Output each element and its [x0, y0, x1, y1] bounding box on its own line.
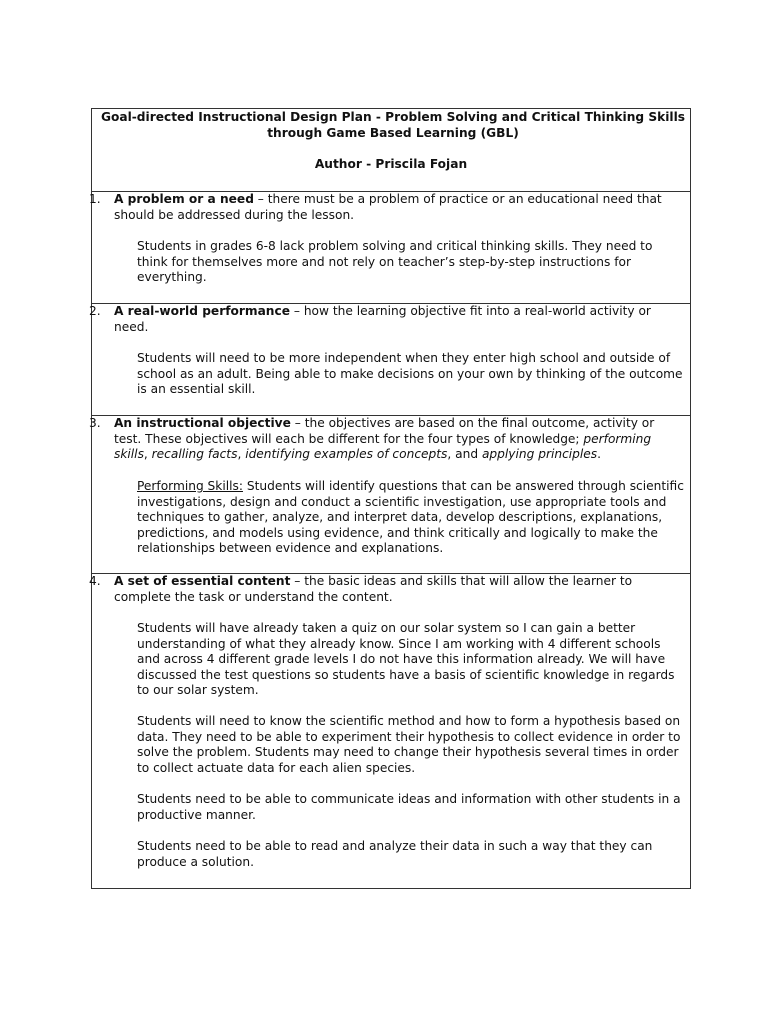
separator: .: [597, 447, 602, 462]
separator: ,: [143, 447, 152, 462]
performing-skills-text: Students will identify questions that can be answered through scientific investigations, design and conduct a scientific investigation, use appropriate tools and techniques to gather, analyze, and interpret data, develop descriptions, explanations, predictions, and models using evidence, and think critically and logically to make the relationships between evidence and explanations.: [137, 479, 684, 556]
separator: ,: [237, 447, 246, 462]
section-term: A problem or a need: [114, 192, 254, 206]
section-lead: [114, 192, 672, 223]
section-term: A set of essential content: [114, 574, 291, 588]
section-number: 2.: [89, 304, 101, 318]
section-paragraph: Students will need to know the scientific method and how to form a hypothesis based on data. They need to be able to experiment their hypothesis to collect evidence in order to solve the problem. Students may need to change their hypothesis several times in order to collect actuate data for each alien species.: [137, 714, 681, 775]
section-lead: [114, 574, 672, 605]
section-paragraph: Students will need to be more independent when they enter high school and outside of school as an adult. Being able to make decisions on your own by thinking of the outcome is an essential skill.: [137, 351, 683, 397]
document-title: [96, 110, 690, 141]
section-paragraph: Students need to be able to read and analyze their data in such a way that they can produce a solution.: [137, 839, 653, 869]
section-objective: [89, 415, 690, 574]
knowledge-type: identifying examples of concepts: [245, 447, 448, 462]
design-plan-table: [91, 108, 691, 889]
separator: , and: [447, 447, 482, 462]
section-number: 1.: [89, 192, 101, 206]
section-number: 3.: [89, 416, 101, 430]
section-problem: [89, 191, 690, 304]
section-term: A real-world performance: [114, 304, 290, 318]
section-essential-content: [89, 573, 690, 888]
header-cell: [92, 109, 690, 192]
section-number: 4.: [89, 574, 101, 588]
section-definition: – the objectives are based on the final outcome, activity or test. These objectives will each be different for the four types of knowledge;: [114, 416, 655, 446]
section-lead: [114, 416, 672, 463]
title-line-1: Goal-directed Instructional Design Plan - Problem Solving and Critical Thinking Skills: [100, 110, 686, 124]
section-paragraph: Students will have already taken a quiz on our solar system so I can gain a better understanding of what they already know. Since I am working with 4 different schools and across 4 different grade levels I do not have this information already. We will have discussed the test questions so students have a basis of scientific knowledge in regards to our solar system.: [137, 621, 675, 698]
section-definition: – there must be a problem of practice or an educational need that should be addressed during the lesson.: [114, 192, 662, 222]
section-paragraph: Students need to be able to communicate ideas and information with other students in a productive manner.: [137, 792, 681, 822]
knowledge-type: performing skills: [114, 431, 652, 462]
section-definition: – the basic ideas and skills that will allow the learner to complete the task or understand the content.: [114, 574, 633, 604]
section-real-world: [89, 303, 690, 416]
section-paragraph: [137, 479, 688, 557]
section-definition: – how the learning objective fit into a real-world activity or need.: [114, 304, 651, 334]
knowledge-type: recalling facts: [151, 447, 238, 462]
author-line: Author - Priscila Fojan: [314, 157, 468, 171]
section-term: An instructional objective: [114, 416, 291, 430]
performing-skills-label: Performing Skills:: [137, 479, 243, 493]
section-paragraph: Students in grades 6-8 lack problem solving and critical thinking skills. They need to think for themselves more and not rely on teacher’s step-by-step instructions for everything.: [137, 239, 653, 285]
knowledge-type: applying principles: [481, 447, 598, 462]
title-line-2: through Game Based Learning (GBL): [267, 125, 519, 140]
section-lead: [114, 304, 672, 335]
